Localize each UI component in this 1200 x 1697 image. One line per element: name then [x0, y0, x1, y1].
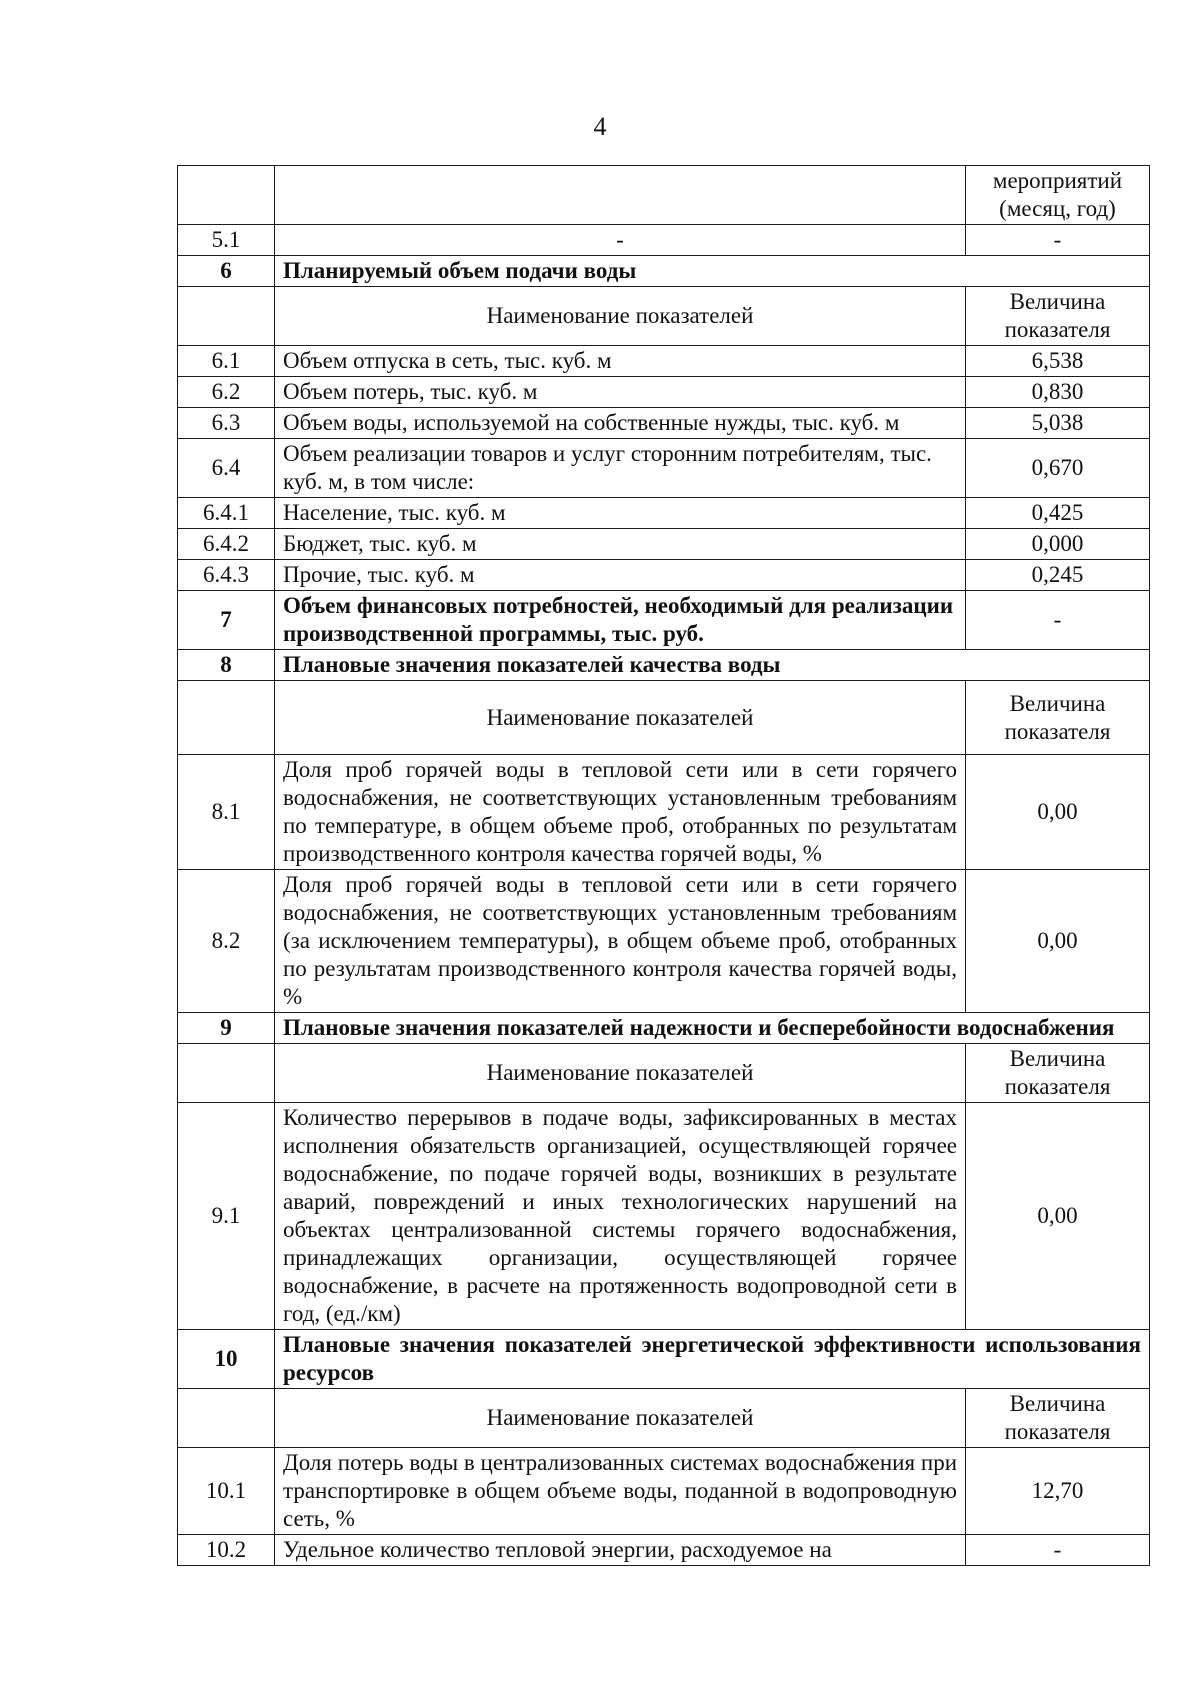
row-number: 6.4	[178, 439, 275, 498]
table-row	[178, 1103, 1150, 1330]
section-title: Планируемый объем подачи воды	[275, 256, 1150, 287]
value-header: Величина показателя	[966, 287, 1150, 346]
section-title: Объем финансовых потребностей, необходимый для реализации производственной программы, тыс. руб.	[275, 591, 966, 650]
section-number: 9	[178, 1013, 275, 1044]
name-header: Наименование показателей	[275, 681, 966, 755]
row-number	[178, 681, 275, 755]
row-description: Объем реализации товаров и услуг сторонним потребителям, тыс. куб. м, в том числе:	[275, 439, 966, 498]
table-row	[178, 377, 1150, 408]
section-row	[178, 256, 1150, 287]
table-row	[178, 529, 1150, 560]
value-header: мероприятий (месяц, год)	[966, 166, 1150, 225]
value-header: Величина показателя	[966, 1044, 1150, 1103]
row-value: 0,00	[966, 1103, 1150, 1330]
value-header: Величина показателя	[966, 1389, 1150, 1448]
row-value: 6,538	[966, 346, 1150, 377]
row-description: Объем потерь, тыс. куб. м	[275, 377, 966, 408]
header-row	[178, 287, 1150, 346]
row-number: 8.2	[178, 870, 275, 1013]
row-value: -	[966, 591, 1150, 650]
row-number: 6.4.3	[178, 560, 275, 591]
row-value: 12,70	[966, 1448, 1150, 1535]
header-row	[178, 1044, 1150, 1103]
header-row	[178, 1389, 1150, 1448]
row-number: 8.1	[178, 755, 275, 870]
row-value: -	[966, 225, 1150, 256]
row-description: Население, тыс. куб. м	[275, 498, 966, 529]
row-number: 5.1	[178, 225, 275, 256]
row-number: 6.2	[178, 377, 275, 408]
name-header: Наименование показателей	[275, 1044, 966, 1103]
row-description: Бюджет, тыс. куб. м	[275, 529, 966, 560]
production-program-table	[177, 165, 1150, 1566]
section-number: 7	[178, 591, 275, 650]
value-header: Величина показателя	[966, 681, 1150, 755]
row-number	[178, 1389, 275, 1448]
row-value: 0,00	[966, 755, 1150, 870]
section-row	[178, 1330, 1150, 1389]
table-row	[178, 498, 1150, 529]
header-row	[178, 681, 1150, 755]
table-row	[178, 346, 1150, 377]
row-description: Доля проб горячей воды в тепловой сети или в сети горячего водоснабжения, не соответствующих установленным требованиям (за исключением температуры), в общем объеме проб, отобранных по результатам производственного контроля качества горячей воды, %	[275, 870, 966, 1013]
section-row	[178, 591, 1150, 650]
row-number: 10.1	[178, 1448, 275, 1535]
row-value: -	[966, 1535, 1150, 1566]
section-number: 10	[178, 1330, 275, 1389]
row-description: Объем воды, используемой на собственные нужды, тыс. куб. м	[275, 408, 966, 439]
row-description: Удельное количество тепловой энергии, расходуемое на	[275, 1535, 966, 1566]
row-description: Доля проб горячей воды в тепловой сети или в сети горячего водоснабжения, не соответствующих установленным требованиям по температуре, в общем объеме проб, отобранных по результатам производственного контроля качества горячей воды, %	[275, 755, 966, 870]
row-value: 5,038	[966, 408, 1150, 439]
table-row	[178, 439, 1150, 498]
row-number: 6.1	[178, 346, 275, 377]
table-row	[178, 225, 1150, 256]
row-value: 0,00	[966, 870, 1150, 1013]
table-row	[178, 870, 1150, 1013]
row-description: Количество перерывов в подаче воды, зафиксированных в местах исполнения обязательств организацией, осуществляющей горячее водоснабжение, по подаче горячей воды, возникших в результате аварий, повреждений и иных технологических нарушений на объектах централизованной системы горячего водоснабжения, принадлежащих организации, осуществляющей горячее водоснабжение, в расчете на протяженность водопроводной сети в год, (ед./км)	[275, 1103, 966, 1330]
row-value: 0,425	[966, 498, 1150, 529]
row-description: Доля потерь воды в централизованных системах водоснабжения при транспортировке в общем объеме воды, поданной в водопроводную сеть, %	[275, 1448, 966, 1535]
row-description	[275, 166, 966, 225]
name-header: Наименование показателей	[275, 1389, 966, 1448]
section-title: Плановые значения показателей надежности и бесперебойности водоснабжения	[275, 1013, 1150, 1044]
table-row	[178, 166, 1150, 225]
row-description: -	[275, 225, 966, 256]
row-number: 9.1	[178, 1103, 275, 1330]
table-row	[178, 408, 1150, 439]
row-description: Прочие, тыс. куб. м	[275, 560, 966, 591]
row-value: 0,670	[966, 439, 1150, 498]
page-number: 4	[593, 112, 607, 141]
table-row	[178, 560, 1150, 591]
row-number: 10.2	[178, 1535, 275, 1566]
row-description: Объем отпуска в сеть, тыс. куб. м	[275, 346, 966, 377]
section-row	[178, 650, 1150, 681]
row-value: 0,000	[966, 529, 1150, 560]
row-value: 0,830	[966, 377, 1150, 408]
row-value: 0,245	[966, 560, 1150, 591]
table-row	[178, 1535, 1150, 1566]
section-number: 6	[178, 256, 275, 287]
name-header: Наименование показателей	[275, 287, 966, 346]
row-number: 6.4.1	[178, 498, 275, 529]
row-number: 6.3	[178, 408, 275, 439]
table-row	[178, 1448, 1150, 1535]
section-title: Плановые значения показателей энергетической эффективности использования ресурсов	[275, 1330, 1150, 1389]
row-number	[178, 166, 275, 225]
section-number: 8	[178, 650, 275, 681]
table-row	[178, 755, 1150, 870]
row-number	[178, 287, 275, 346]
section-title: Плановые значения показателей качества воды	[275, 650, 1150, 681]
row-number: 6.4.2	[178, 529, 275, 560]
section-row	[178, 1013, 1150, 1044]
row-number	[178, 1044, 275, 1103]
